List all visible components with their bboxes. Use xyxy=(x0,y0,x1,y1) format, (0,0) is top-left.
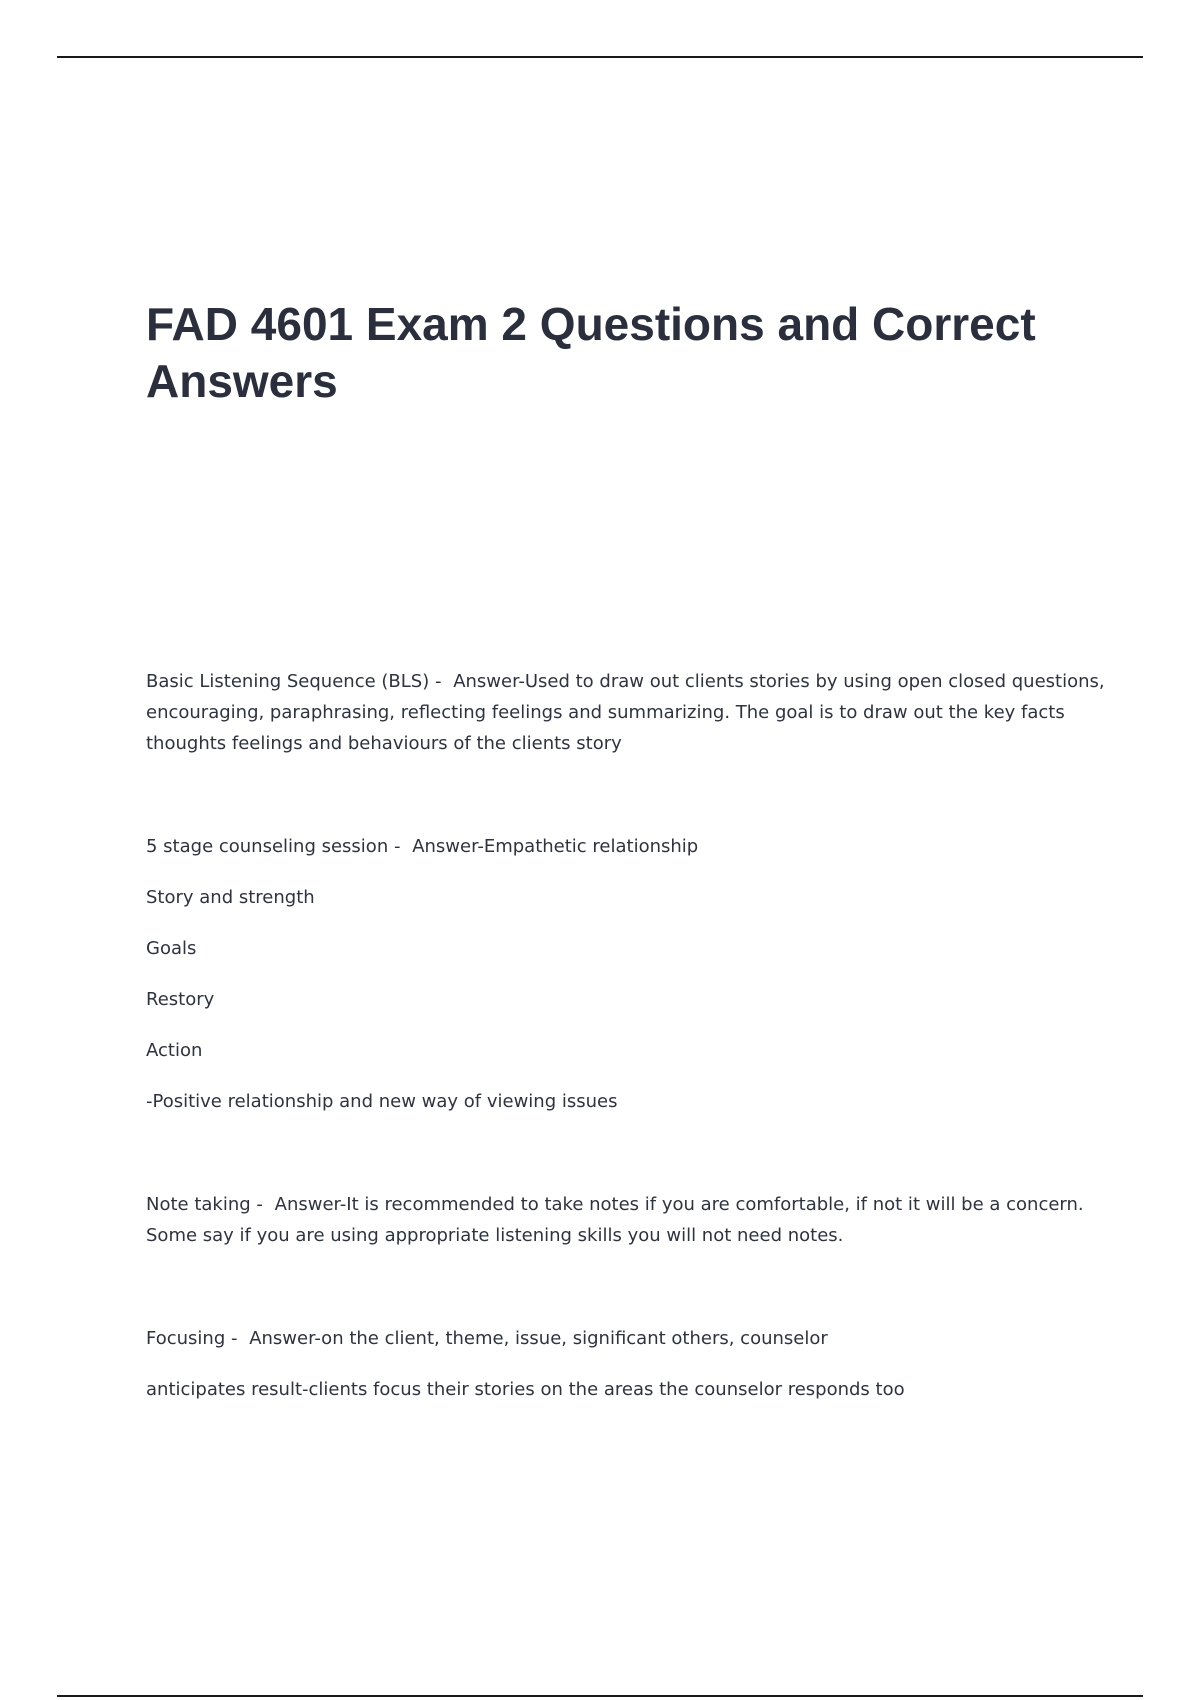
qa-paragraph xyxy=(146,831,1106,862)
answer-line: Restory xyxy=(146,989,215,1010)
footer-rule xyxy=(57,1695,1143,1697)
answer-line: -Positive relationship and new way of viewing issues xyxy=(146,1091,618,1112)
qa-paragraph xyxy=(146,1189,1106,1251)
header-rule xyxy=(57,56,1143,58)
answer-line: anticipates result-clients focus their stories on the areas the counselor responds too xyxy=(146,1379,905,1400)
qa-paragraph xyxy=(146,1323,1106,1354)
answer-text: Answer-It is recommended to take notes if you are comfortable, if not it will be a concern. Some say if you are using appropriate listening skills you will not need notes. xyxy=(146,1194,1084,1246)
answer-text: Answer-Used to draw out clients stories by using open closed questions, encouraging, paraphrasing, reflecting feelings and summarizing. The goal is to draw out the key facts thoughts feelings and behaviours of the clients story xyxy=(146,671,1105,754)
answer-line: Goals xyxy=(146,938,197,959)
qa-paragraph xyxy=(146,666,1106,759)
answer-line: Story and strength xyxy=(146,887,315,908)
answer-text: Answer-Empathetic relationship xyxy=(412,836,699,857)
question-term: 5 stage counseling session - xyxy=(146,836,401,857)
qa-entry-focusing xyxy=(146,1323,1106,1405)
qa-entry-bls xyxy=(146,666,1106,759)
document-body xyxy=(146,666,1106,1405)
document-title: FAD 4601 Exam 2 Questions and Correct Answers xyxy=(146,298,1036,407)
question-term: Basic Listening Sequence (BLS) - xyxy=(146,671,442,692)
qa-entry-5-stage xyxy=(146,831,1106,1117)
qa-entry-note-taking xyxy=(146,1189,1106,1251)
answer-text: Answer-on the client, theme, issue, significant others, counselor xyxy=(249,1328,828,1349)
question-term: Focusing - xyxy=(146,1328,238,1349)
answer-line: Action xyxy=(146,1040,203,1061)
question-term: Note taking - xyxy=(146,1194,263,1215)
